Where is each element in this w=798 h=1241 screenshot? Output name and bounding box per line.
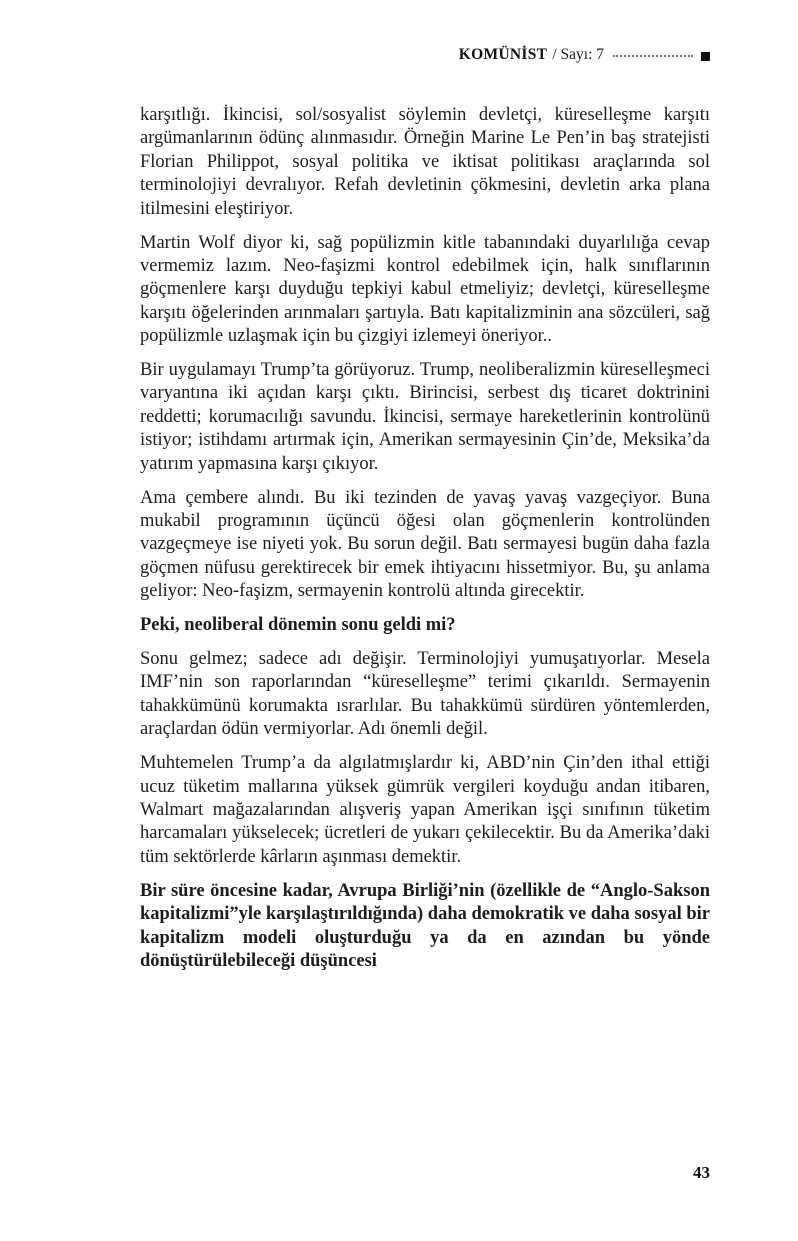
body-paragraph: Sonu gelmez; sadece adı değişir. Terminolojiyi yumuşatıyorlar. Mesela IMF’nin son raporlarından “küreselleşme” terimi çıkarıldı. Sermayenin tahakkümünü korumakta ısrarlılar. Bu tahakkümü sürdüren yöntemlerden, araçlardan ödün vermiyorlar. Adı önemli değil. [140,649,710,740]
dotted-divider [613,55,693,57]
body-paragraph: Ama çembere alındı. Bu iki tezinden de yavaş yavaş vazgeçiyor. Buna mukabil programının üçüncü öğesi olan göçmenlerin kontrolünden vazgeçmeye ise niyeti yok. Bu sorun değil. Batı sermayesi bugün daha fazla göçmen nüfusu gerektirecek bir emek ihtiyacını hissetmiyor. Bu, şu anlama geliyor: Neo-faşizm, sermayenin kontrolü altında girecektir. [140,487,710,602]
body-paragraph: Martin Wolf diyor ki, sağ popülizmin kitle tabanındaki duyarlılığa cevap vermemiz lazım. Neo-faşizmi kontrol edebilmek için, halk sınıflarının göçmenlere karşı duyduğu tepkiyi kabul etmeliyiz; devletçi, küreselleşme karşıtı öğelerinden arınmaları şartıyla. Batı kapitalizminin ana sözcüleri, sağ popülizmle uzlaşmak için bu çizgiyi izlemeyi öneriyor.. [140,232,710,347]
journal-title: KOMÜNİST [458,46,548,63]
body-paragraph-bold: Bir süre öncesine kadar, Avrupa Birliği’nin (özellikle de “Anglo-Sakson kapitalizmi”yle karşılaştırıldığında) daha demokratik ve daha sosyal bir kapitalizm modeli oluşturduğu ya da en azından bu yönde dönüştürülebileceği düşüncesi [140,880,710,971]
page-number: 43 [693,1163,710,1182]
page-header [140,46,710,64]
body-paragraph: karşıtlığı. İkincisi, sol/sosyalist söylemin devletçi, küreselleşme karşıtı argümanlarının ödünç alınmasıdır. Örneğin Marine Le Pen’in baş stratejisti Florian Philippot, sosyal politika ve iktisat politikası araçlarında sol terminolojiyi devralıyor. Refah devletinin çökmesini, devletin arka plana itilmesini eleştiriyor. [140,105,710,219]
square-marker-icon [701,52,710,61]
issue-number: / Sayı: 7 [552,46,604,63]
body-paragraph: Muhtemelen Trump’a da algılatmışlardır ki, ABD’nin Çin’den ithal ettiği ucuz tüketim mallarına yüksek gümrük vergileri koyduğu andan itibaren, Walmart mağazalarından alışveriş yapan Amerikan işçi sınıfının tüketim harcamaları yükselecek; ücretleri de yukarı çekilecektir. Bu da Amerika’daki tüm sektörlerde kârların aşınması demektir. [140,753,710,867]
section-heading: Peki, neoliberal dönemin sonu geldi mi? [140,615,456,636]
body-paragraph: Bir uygulamayı Trump’ta görüyoruz. Trump, neoliberalizmin küreselleşmeci varyantına iki açıdan karşı çıktı. Birincisi, serbest dış ticaret doktrinini reddetti; korumacılığı savundu. İkincisi, sermaye hareketlerinin kontrolünü istiyor; istihdamı artırmak için, Amerikan sermayesinin Çin’de, Meksika’da yatırım yapmasına karşı çıkıyor. [140,360,710,474]
article-body [140,104,710,973]
page-footer [693,1163,710,1183]
